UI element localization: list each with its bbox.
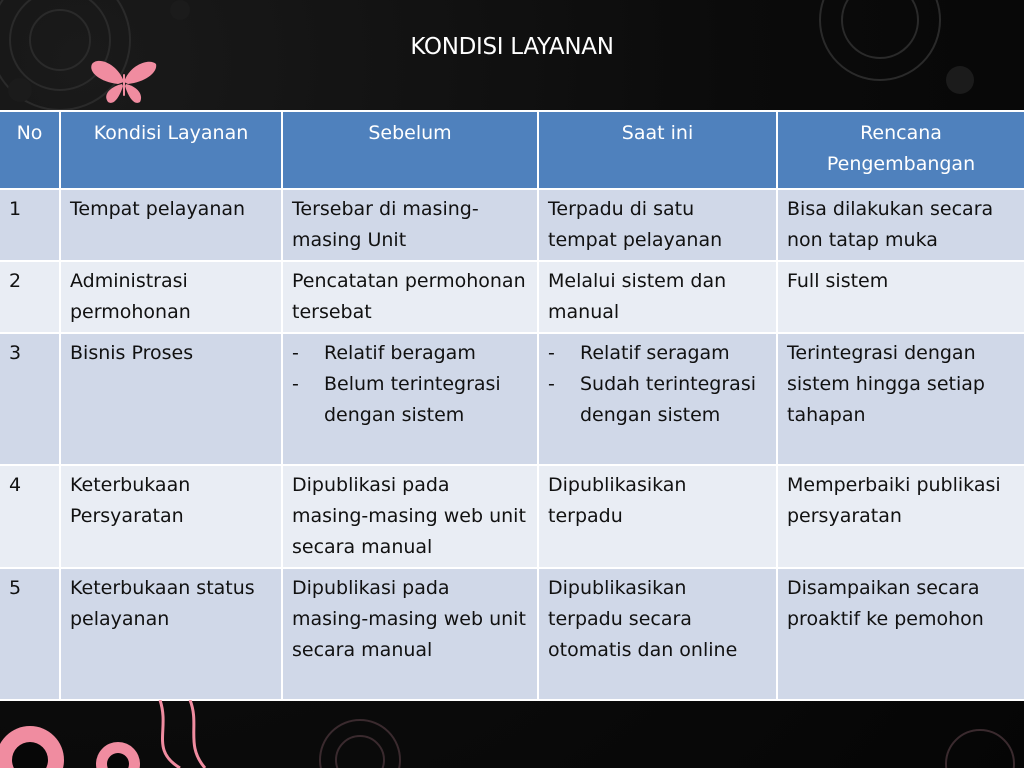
cell-sebelum <box>282 333 538 465</box>
header-no: No <box>0 111 60 189</box>
header-sebelum: Sebelum <box>282 111 538 189</box>
cell-rencana: Terintegrasi dengan sistem hingga setiap tahapan <box>777 333 1024 465</box>
cell-no: 4 <box>0 465 60 568</box>
cell-kondisi: Bisnis Proses <box>60 333 282 465</box>
cell-no: 3 <box>0 333 60 465</box>
cell-saat-ini: Terpadu di satu tempat pelayanan <box>538 189 777 261</box>
list-item: - Relatif beragam <box>292 338 528 369</box>
cell-rencana: Disampaikan secara proaktif ke pemohon <box>777 568 1024 700</box>
cell-rencana: Bisa dilakukan secara non tatap muka <box>777 189 1024 261</box>
cell-saat-ini: Dipublikasikan terpadu <box>538 465 777 568</box>
cell-rencana: Full sistem <box>777 261 1024 333</box>
cell-saat-ini: Melalui sistem dan manual <box>538 261 777 333</box>
header-kondisi-layanan: Kondisi Layanan <box>60 111 282 189</box>
butterfly-icon <box>88 56 160 108</box>
list-item: - Sudah terintegrasi dengan sistem <box>548 369 767 431</box>
bottom-floral-decoration <box>0 700 1024 768</box>
table-header-row <box>0 111 1024 189</box>
header-saat-ini: Saat ini <box>538 111 777 189</box>
list-item: - Belum terintegrasi dengan sistem <box>292 369 528 431</box>
table-row <box>0 568 1024 700</box>
cell-rencana: Memperbaiki publikasi persyaratan <box>777 465 1024 568</box>
cell-saat-ini <box>538 333 777 465</box>
cell-sebelum: Tersebar di masing-masing Unit <box>282 189 538 261</box>
saat-ini-bullet-list <box>548 338 767 431</box>
table-row <box>0 333 1024 465</box>
table-row <box>0 189 1024 261</box>
cell-kondisi: Keterbukaan status pelayanan <box>60 568 282 700</box>
table-row <box>0 465 1024 568</box>
cell-sebelum: Pencatatan permohonan tersebat <box>282 261 538 333</box>
cell-no: 5 <box>0 568 60 700</box>
cell-kondisi: Keterbukaan Persyaratan <box>60 465 282 568</box>
cell-no: 2 <box>0 261 60 333</box>
cell-sebelum: Dipublikasi pada masing-masing web unit secara manual <box>282 465 538 568</box>
sebelum-bullet-list <box>292 338 528 431</box>
service-condition-table <box>0 110 1024 701</box>
cell-saat-ini: Dipublikasikan terpadu secara otomatis dan online <box>538 568 777 700</box>
header-rencana-pengembangan: Rencana Pengembangan <box>777 111 1024 189</box>
cell-kondisi: Tempat pelayanan <box>60 189 282 261</box>
cell-sebelum: Dipublikasi pada masing-masing web unit secara manual <box>282 568 538 700</box>
slide-title: KONDISI LAYANAN <box>410 34 614 60</box>
cell-no: 1 <box>0 189 60 261</box>
cell-kondisi: Administrasi permohonan <box>60 261 282 333</box>
list-item: - Relatif seragam <box>548 338 767 369</box>
table-row <box>0 261 1024 333</box>
